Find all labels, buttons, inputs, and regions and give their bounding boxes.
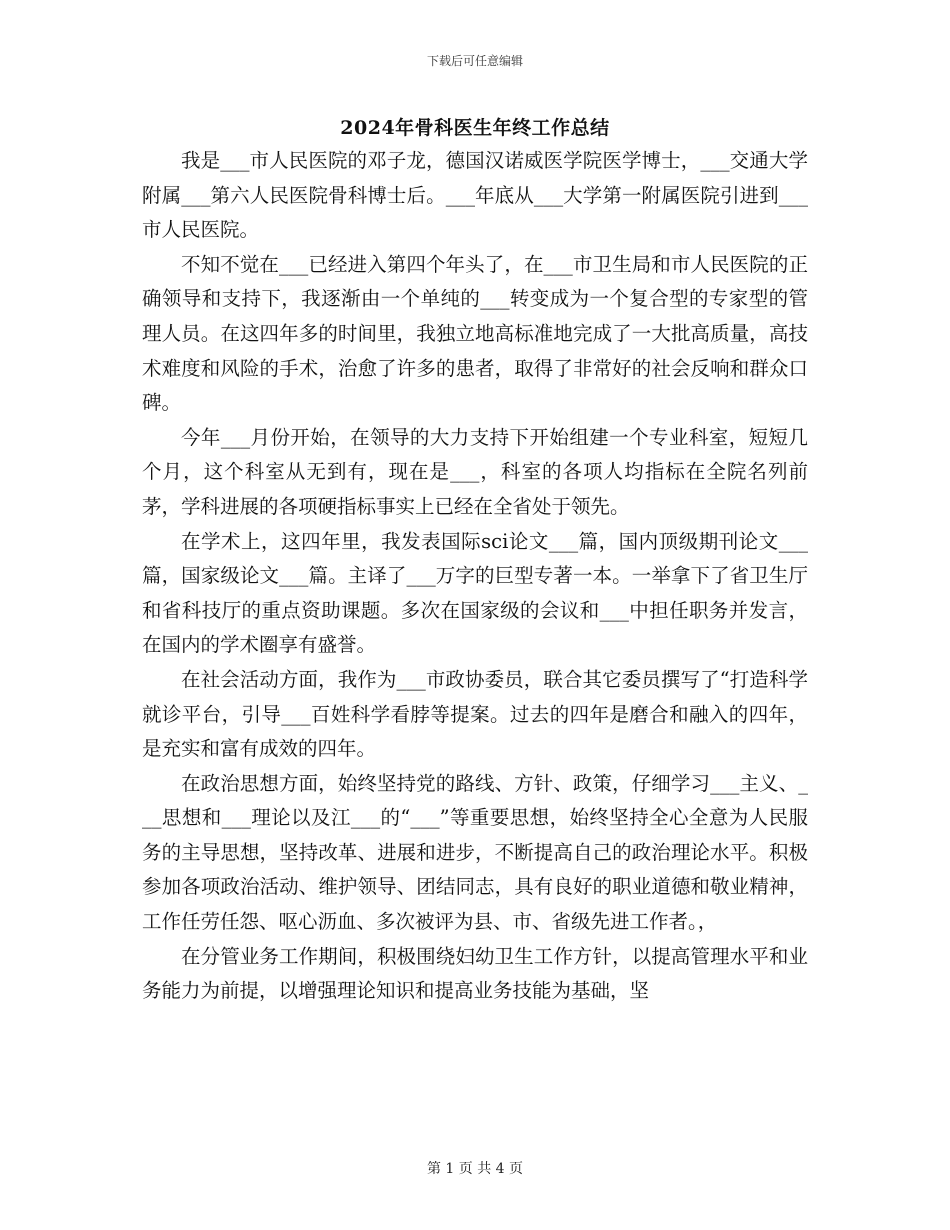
paragraph-social-activities: 在社会活动方面，我作为___市政协委员，联合其它委员撰写了“打造科学就诊平台，引导___百姓科学看脖等提案。过去的四年是磨合和融入的四年，是充实和富有成效的四年。 bbox=[142, 667, 808, 761]
document-title: 2024年骨科医生年终工作总结 bbox=[340, 117, 610, 139]
paragraph-political-thought: 在政治思想方面，始终坚持党的路线、方针、政策，仔细学习___主义、___思想和___理论以及江___的“___”等重要思想，始终坚持全心全意为人民服务的主导思想，坚持改革、进展和进步，不断提高自己的政治理论水平。积极参加各项政治活动、维护领导、团结同志，具有良好的职业道德和敬业精神，工作任劳任怨、呕心沥血、多次被评为县、市、省级先进工作者。， bbox=[142, 771, 808, 934]
paragraph-business-work: 在分管业务工作期间，积极围绕妇幼卫生工作方针，以提高管理水平和业务能力为前提，以增强理论知识和提高业务技能为基础，坚 bbox=[142, 944, 808, 1003]
paragraph-new-department: 今年___月份开始，在领导的大力支持下开始组建一个专业科室，短短几个月，这个科室从无到有，现在是___，科室的各项人均指标在全院名列前茅，学科进展的各项硬指标事实上已经在全省处于领先。 bbox=[142, 425, 808, 518]
paragraph-intro: 我是___市人民医院的邓子龙，德国汉诺威医学院医学博士，___交通大学附属___第六人民医院骨科博士后。___年底从___大学第一附属医院引进到___市人民医院。 bbox=[142, 149, 808, 242]
paragraph-four-years: 不知不觉在___已经进入第四个年头了，在___市卫生局和市人民医院的正确领导和支持下，我逐渐由一个单纯的___转变成为一个复合型的专家型的管理人员。在这四年多的时间里，我独立地高标准地完成了一大批高质量，高技术难度和风险的手术，治愈了许多的患者，取得了非常好的社会反响和群众口碑。 bbox=[142, 252, 808, 415]
page-header: 下载后可任意编辑 bbox=[426, 54, 523, 68]
document-body bbox=[142, 144, 808, 1009]
paragraph-academic: 在学术上，这四年里，我发表国际sci论文___篇，国内顶级期刊论文___篇，国家级论文___篇。主译了___万字的巨型专著一本。一举拿下了省卫生厅和省科技厅的重点资助课题。多次在国家级的会议和___中担任职务并发言，在国内的学术圈享有盛誉。 bbox=[142, 529, 808, 657]
page-number: 第 1 页 共 4 页 bbox=[426, 1161, 524, 1177]
